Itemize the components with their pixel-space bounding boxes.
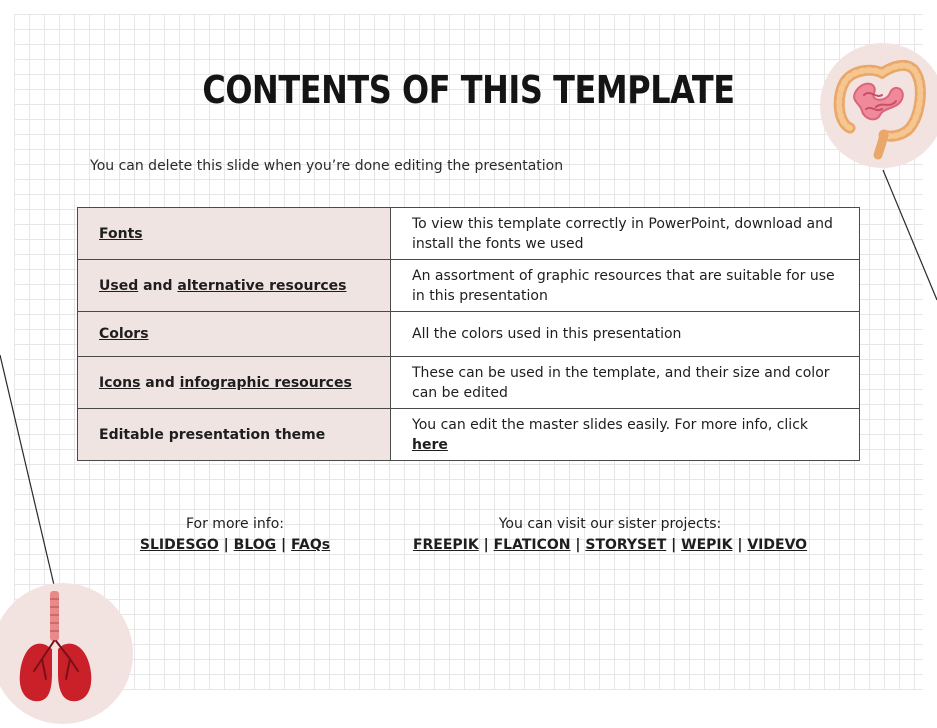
theme-description-text: You can edit the master slides easily. For more info, click [412,416,809,433]
page-subtitle: You can delete this slide when you’re done editing the presentation [90,158,564,174]
icons-link[interactable]: Icons [99,374,141,391]
and-text: and [140,374,180,391]
wepik-link[interactable]: WEPIK [681,537,733,553]
videvo-link[interactable]: VIDEVO [747,537,808,553]
row-colors-description: All the colors used in this presentation [391,312,860,357]
footer-right-label: You can visit our sister projects: [498,516,722,532]
slidesgo-link[interactable]: SLIDESGO [139,537,219,553]
used-resources-link[interactable]: Used [99,277,139,294]
footer-sister-projects [400,514,820,556]
footer-left-links: SLIDESGO | BLOG | FAQs [139,537,331,553]
row-fonts-description: To view this template correctly in PowerPoint, download and install the fonts we used [391,208,860,260]
infographic-resources-link[interactable]: infographic resources [179,374,352,391]
contents-table [77,207,860,461]
theme-label-text: Editable presentation theme [99,426,326,443]
here-link[interactable]: here [412,436,448,453]
footer-more-info [120,514,350,556]
alternative-resources-link[interactable]: alternative resources [177,277,347,294]
row-theme-description [391,409,860,461]
table-row [78,312,860,357]
row-resources-description: An assortment of graphic resources that are suitable for use in this presentation [391,260,860,312]
row-icons-label [78,357,391,409]
colors-link[interactable]: Colors [99,326,149,342]
freepik-link[interactable]: FREEPIK [412,537,479,553]
row-colors-label [78,312,391,357]
row-fonts-label [78,208,391,260]
page-title: CONTENTS OF THIS TEMPLATE [202,68,735,112]
table-row [78,409,860,461]
fonts-link[interactable]: Fonts [99,225,143,242]
row-resources-label [78,260,391,312]
blog-link[interactable]: BLOG [233,537,277,553]
row-icons-description: These can be used in the template, and their size and color can be edited [391,357,860,409]
and-text: and [138,277,178,294]
table-row [78,260,860,312]
footer-right-links: FREEPIK | FLATICON | STORYSET | WEPIK | VIDEVO [412,537,808,553]
flaticon-link[interactable]: FLATICON [493,537,571,553]
row-theme-label [78,409,391,461]
footer-left-label: For more info: [185,516,284,532]
storyset-link[interactable]: STORYSET [585,537,667,553]
faqs-link[interactable]: FAQs [291,537,331,553]
table-row [78,208,860,260]
table-row [78,357,860,409]
